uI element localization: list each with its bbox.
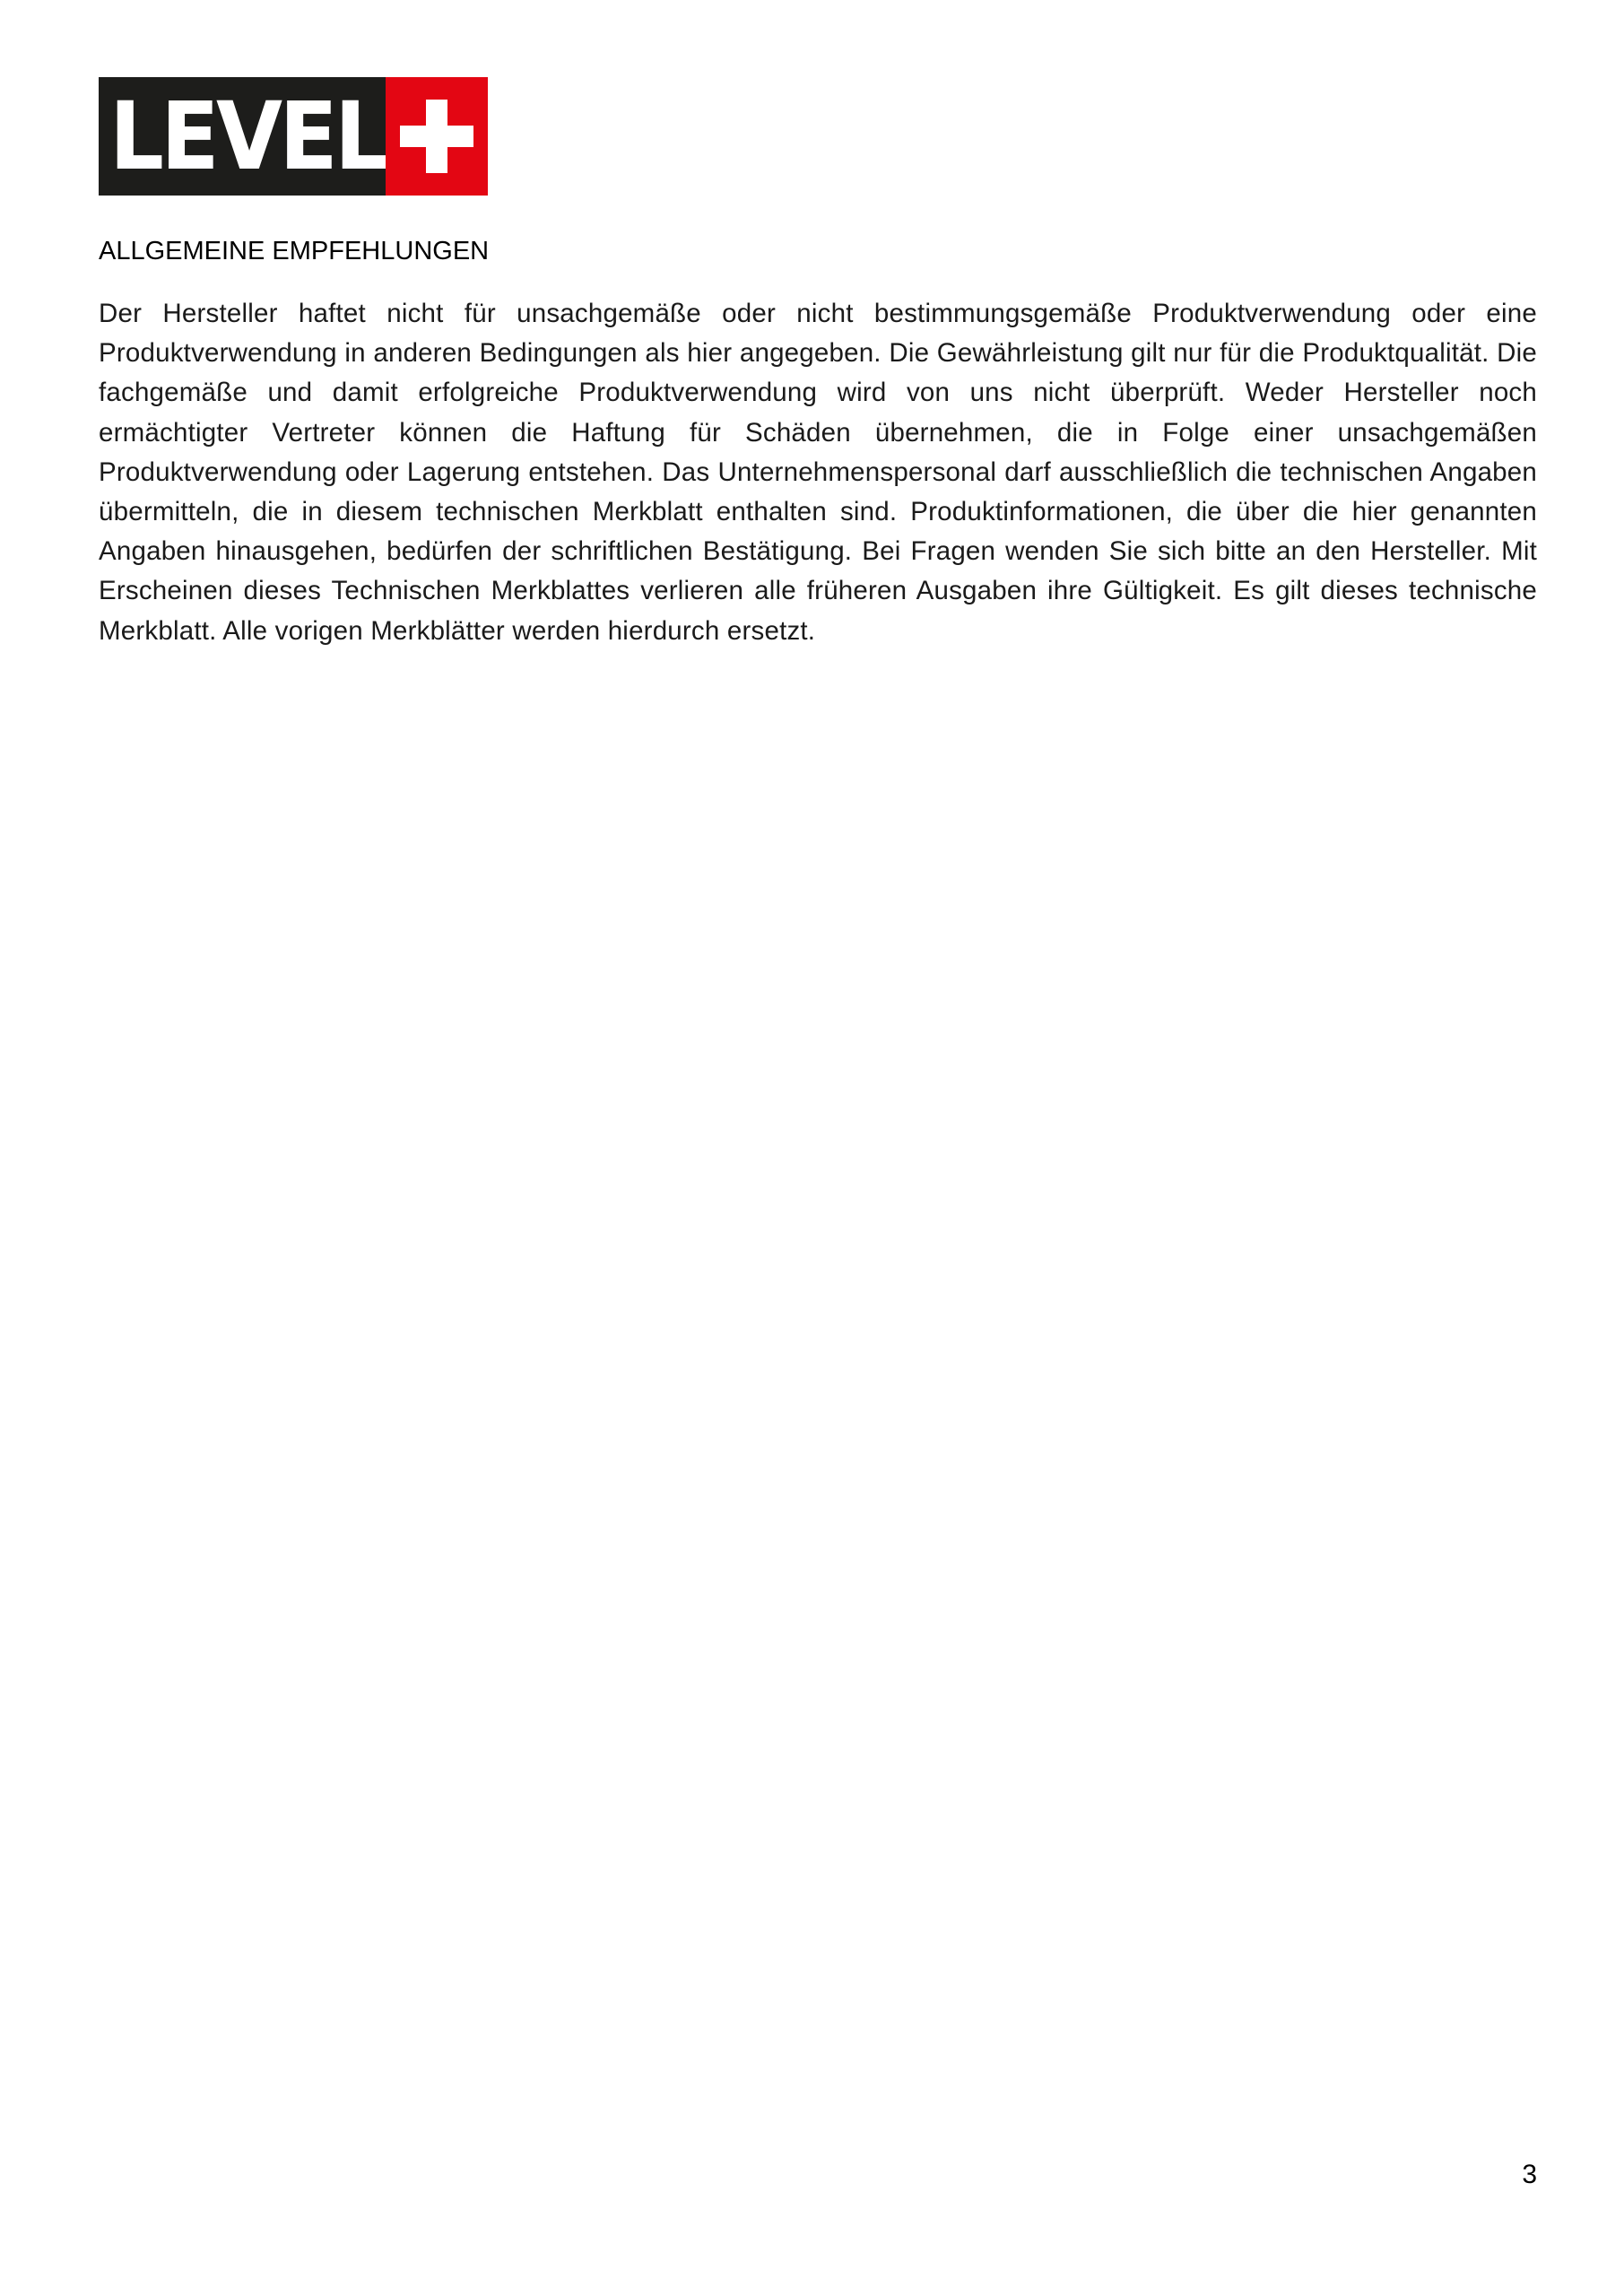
page-number: 3: [1522, 2160, 1537, 2189]
section-paragraph: Der Hersteller haftet nicht für unsachgemäße oder nicht bestimmungsgemäße Produktverwendung oder eine Produktverwendung in anderen Bedingungen als hier angegeben. Die Gewährleistung gilt nur für die Produktqualität. Die fachgemäße und damit erfolgreiche Produktverwendung wird von uns nicht überprüft. Weder Hersteller noch ermächtigter Vertreter können die Haftung für Schäden übernehmen, die in Folge einer unsachgemäßen Produktverwendung oder Lagerung entstehen. Das Unternehmenspersonal darf ausschließlich die technischen Angaben übermitteln, die in diesem technischen Merkblatt enthalten sind. Produktinformationen, die über die hier genannten Angaben hinausgehen, bedürfen der schriftlichen Bestätigung. Bei Fragen wenden Sie sich bitte an den Hersteller. Mit Erscheinen dieses Technischen Merkblattes verlieren alle früheren Ausgaben ihre Gültigkeit. Es gilt dieses technische Merkblatt. Alle vorigen Merkblätter werden hierdurch ersetzt.: [99, 299, 1537, 646]
plus-icon: [386, 77, 488, 196]
logo-wordmark-block: [99, 77, 386, 196]
brand-logo: [99, 77, 488, 196]
logo-wordmark: LEVEL: [109, 82, 386, 191]
section-heading: ALLGEMEINE EMPFEHLUNGEN: [99, 237, 490, 265]
plus-icon-vertical: [426, 100, 447, 173]
